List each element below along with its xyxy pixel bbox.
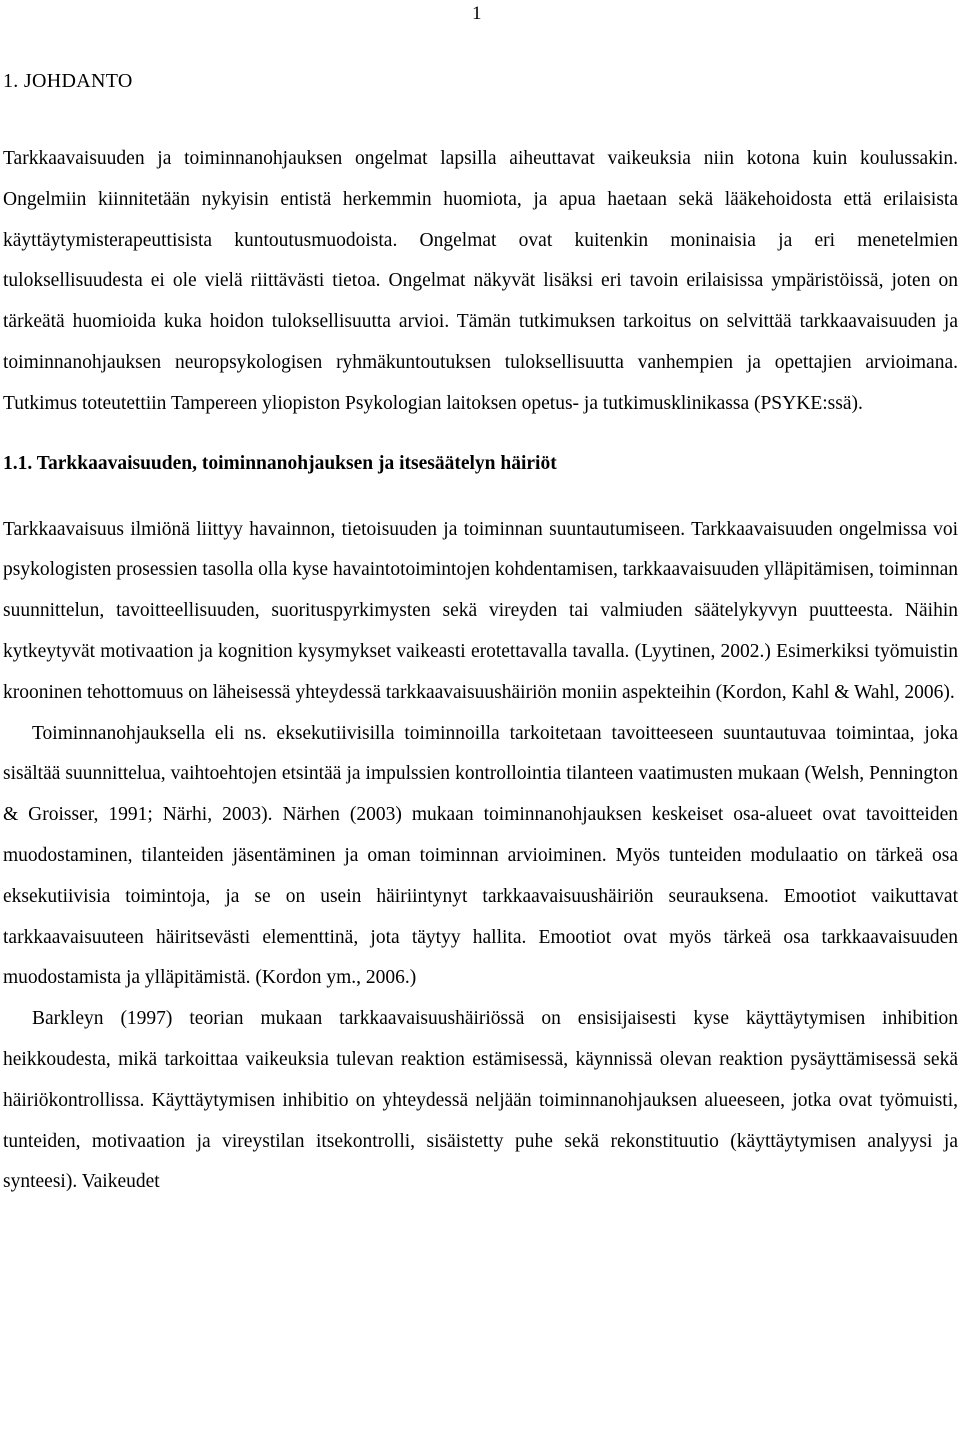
spacer [3,479,958,510]
paragraph-barkley-theory: Barkleyn (1997) teorian mukaan tarkkaavaisuushäiriössä on ensisijaisesti kyse käyttäytymisen inhibition heikkoudesta, mikä tarkoittaa vaikeuksia tulevan reaktion estämisessä, käynnissä olevan reaktion pysäyttämisessä sekä häiriökontrollissa. Käyttäytymisen inhibitio on yhteydessä neljään toiminnanohjauksen alueeseen, jotka ovat työmuisti, tunteiden, motivaation ja vireystilan itsekontrolli, sisäistetty puhe sekä rekonstituutio (käyttäytymisen analyysi ja synteesi). Vaikeudet [3,1008,958,1193]
paragraph-attention: Tarkkaavaisuus ilmiönä liittyy havainnon, tietoisuuden ja toiminnan suuntautumiseen. Tarkkaavaisuuden ongelmissa voi psykologisten prosessien tasolla olla kyse havaintotoimintojen kohdentamisen, tarkkaavaisuuden ylläpitämisen, toiminnan suunnittelun, tavoitteellisuuden, suorituspyrkimysten sekä vireyden tai valmiuden säätelykyvyn puutteesta. Näihin kytkeytyvät motivaation ja kognition kysymykset vaikeasti erotettavalla tavalla. (Lyytinen, 2002.) Esimerkiksi työmuistin krooninen tehottomuus on läheisessä yhteydessä tarkkaavaisuushäiriön moniin aspekteihin (Kordon, Kahl & Wahl, 2006). [3,518,958,703]
intro-paragraph: Tarkkaavaisuuden ja toiminnanohjauksen ongelmat lapsilla aiheuttavat vaikeuksia niin kotona kuin koulussakin. Ongelmiin kiinnitetään nykyisin entistä herkemmin huomiota, ja apua haetaan sekä lääkehoidosta että erilaisista käyttäytymisterapeuttisista kuntoutusmuodoista. Ongelmat ovat kuitenkin moninaisia ja eri menetelmien tuloksellisuudesta ei ole vielä riittävästi tietoa. Ongelmat näkyvät lisäksi eri tavoin erilaisissa ympäristöissä, joten on tärkeätä huomioida kuka hoidon tuloksellisuutta arvioi. Tämän tutkimuksen tarkoitus on selvittää tarkkaavaisuuden ja toiminnanohjauksen neuropsykologisen ryhmäkuntoutuksen tuloksellisuutta vanhempien ja opettajien arvioimana. Tutkimus toteutettiin Tampereen yliopiston Psykologian laitoksen opetus- ja tutkimusklinikassa (PSYKE:ssä). [3,148,958,414]
page-number: 1 [472,3,482,24]
document-body [3,66,958,1203]
chapter-heading: 1. JOHDANTO [3,70,133,92]
section-heading: 1.1. Tarkkaavaisuuden, toiminnanohjauksen ja itsesäätelyn häiriöt [3,452,557,474]
paragraph-executive-functions: Toiminnanohjauksella eli ns. eksekutiivisilla toiminnoilla tarkoitetaan tavoitteeseen suuntautuvaa toimintaa, joka sisältää suunnittelua, vaihtoehtojen etsintää ja impulssien kontrollointia tilanteen vaatimusten mukaan (Welsh, Pennington & Groisser, 1991; Närhi, 2003). Närhen (2003) mukaan toiminnanohjauksen keskeiset osa-alueet ovat tavoitteiden muodostaminen, tilanteiden jäsentäminen ja oman toiminnan arvioiminen. Myös tunteiden modulaatio on tärkeä osa eksekutiivisia toimintoja, ja se on usein häiriintynyt tarkkaavaisuushäiriön seurauksena. Emootiot vaikuttavat tarkkaavaisuuteen häiritsevästi elementtinä, jota täytyy hallita. Emootiot ovat myös tärkeä osa tarkkaavaisuuden muodostamista ja ylläpitämistä. (Kordon ym., 2006.) [3,722,958,989]
spacer [3,425,958,449]
spacer [3,96,958,139]
